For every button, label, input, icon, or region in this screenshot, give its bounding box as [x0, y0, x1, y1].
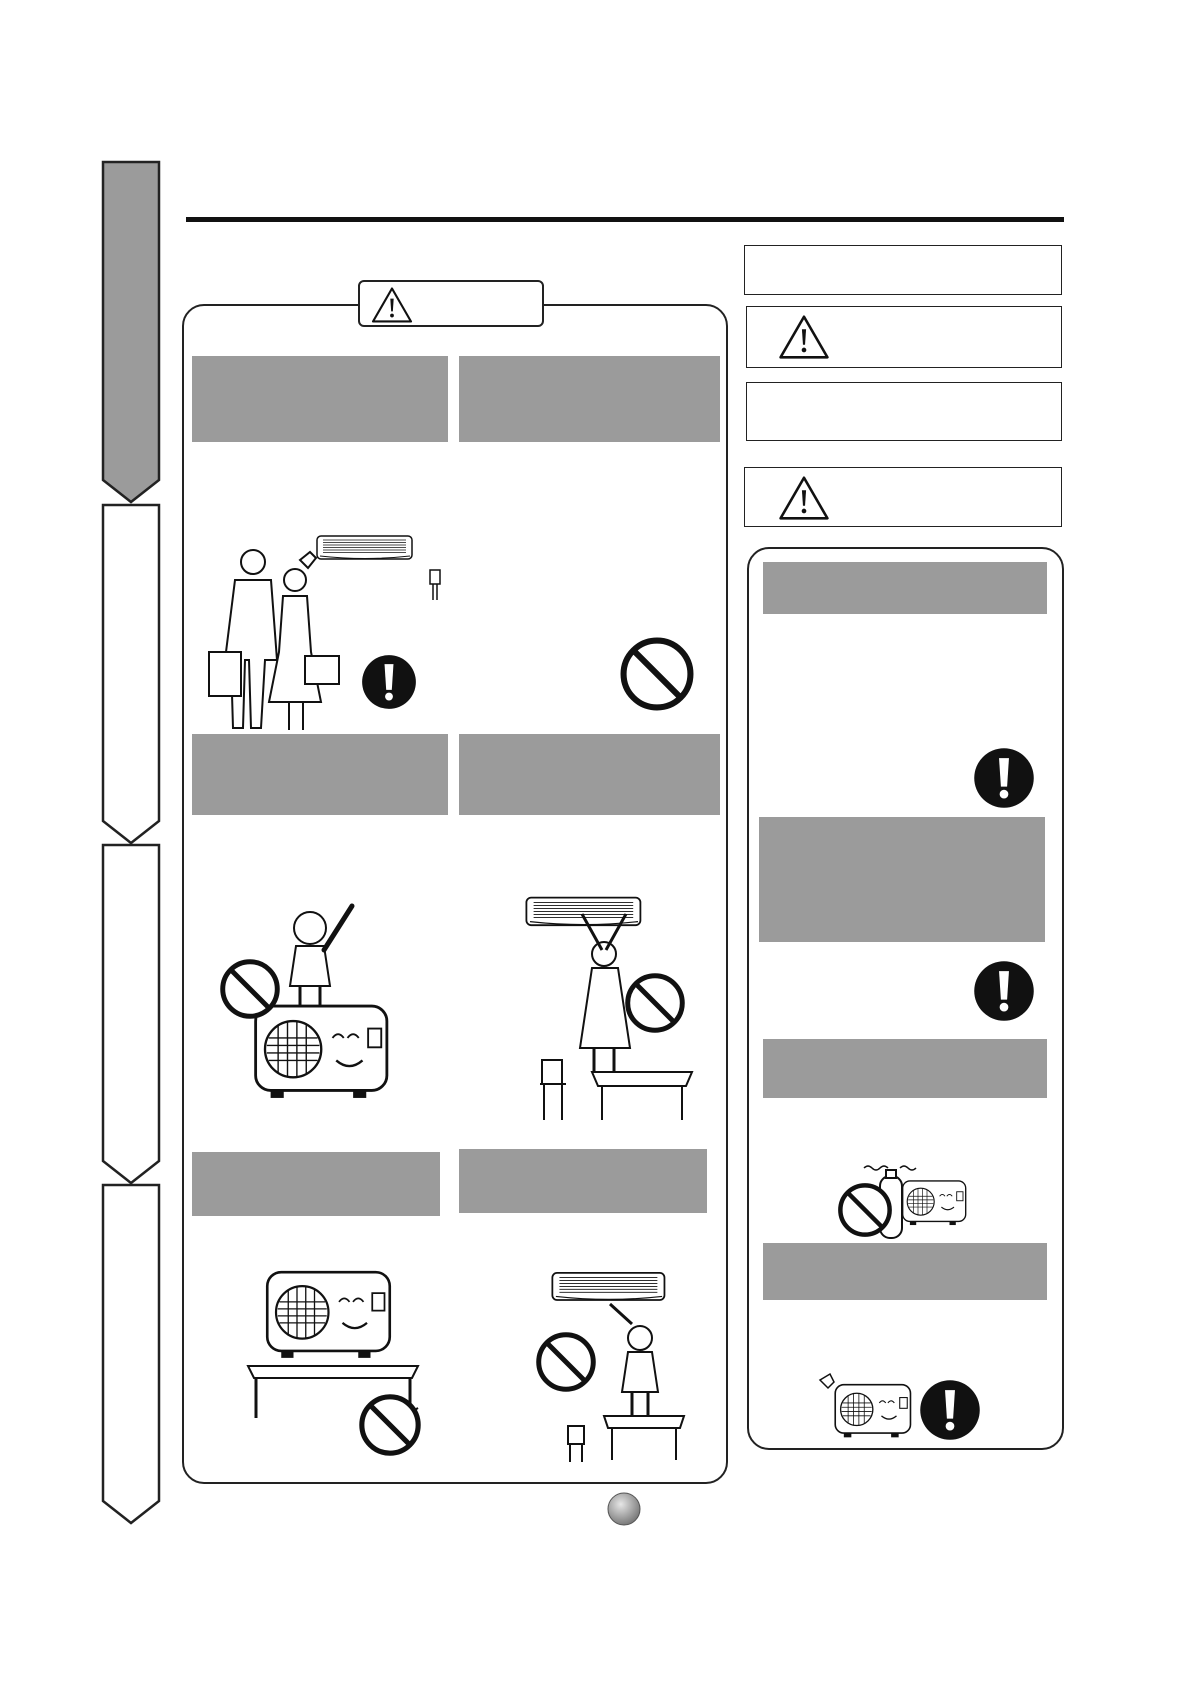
mandatory-icon: [919, 1379, 981, 1441]
mandatory-icon: [973, 747, 1035, 809]
legend-box-1: [744, 245, 1062, 295]
prohibited-icon: [535, 1331, 597, 1393]
caution-header-r4: [763, 1243, 1047, 1300]
prohibited-icon: [624, 972, 686, 1034]
mandatory-icon: [361, 654, 417, 710]
caution-header-r3: [763, 1039, 1047, 1098]
side-tab-4[interactable]: [100, 1183, 162, 1528]
warning-triangle-icon: [778, 313, 830, 361]
prohibited-icon: [837, 1182, 893, 1238]
heading-rule: [186, 217, 1064, 222]
prohibited-icon: [619, 636, 695, 712]
warning-panel-badge: [358, 280, 544, 327]
prohibited-icon: [219, 958, 281, 1020]
warning-header-c4: [459, 734, 720, 815]
legend-box-4: [744, 467, 1062, 527]
mandatory-icon: [973, 960, 1035, 1022]
warning-header-c3: [192, 734, 448, 815]
prohibited-icon: [358, 1393, 422, 1457]
caution-header-r1: [763, 562, 1047, 614]
legend-box-3: [746, 382, 1062, 441]
warning-header-c6: [459, 1149, 707, 1213]
caution-header-r2: [759, 817, 1045, 942]
side-tab-3[interactable]: [100, 843, 162, 1188]
warning-header-c5: [192, 1152, 440, 1216]
side-tab-2[interactable]: [100, 503, 162, 848]
warning-triangle-icon: [370, 286, 414, 324]
illustration-outdoor-unit-mascot: [818, 1372, 918, 1448]
warning-header-c1: [192, 356, 448, 442]
legend-box-2: [746, 306, 1062, 368]
page-number-dot: [606, 1491, 642, 1527]
side-tabs: [100, 160, 162, 1530]
warning-header-c2: [459, 356, 720, 442]
warning-triangle-icon: [778, 474, 830, 522]
side-tab-1-active[interactable]: [100, 160, 162, 505]
